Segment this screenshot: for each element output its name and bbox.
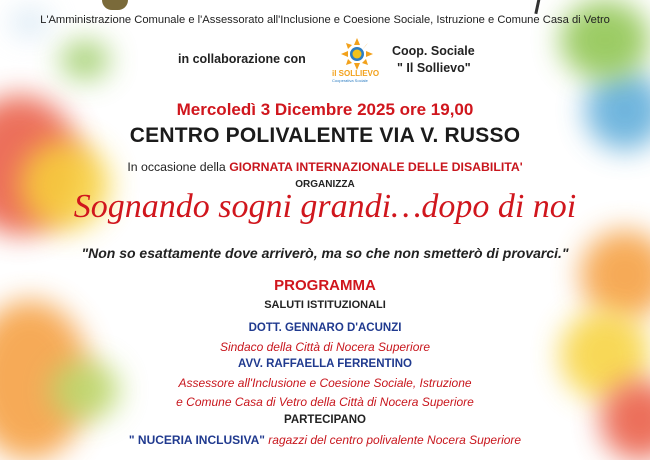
event-title: Sognando sogni grandi…dopo di noi (73, 188, 577, 225)
greetings-heading: SALUTI ISTITUZIONALI (264, 299, 386, 311)
speaker-name: DOTT. GENNARO D'ACUNZI (248, 322, 402, 334)
event-venue: CENTRO POLIVALENTE VIA V. RUSSO (129, 124, 521, 147)
participant-name: " NUCERIA INCLUSIVA" (128, 433, 265, 447)
occasion-line (0, 160, 650, 174)
speaker-role: Sindaco della Città di Nocera Superiore (219, 340, 431, 354)
organizer-line: L'Amministrazione Comunale e l'Assessorato all'Inclusione e Coesione Sociale, Istruzione e Comune Casa di Vetro (40, 14, 610, 26)
decorative-mark (534, 0, 540, 14)
speaker-role: e Comune Casa di Vetro della Città di Nocera Superiore (176, 395, 474, 409)
partner-name: " Il Sollievo" (397, 61, 471, 75)
participant-line (0, 433, 650, 447)
organizes-label: ORGANIZZA (295, 179, 355, 190)
logo-wordmark: il SOLLIEVO (332, 69, 380, 78)
participants-heading: PARTECIPANO (284, 414, 366, 426)
logo-subtitle: Cooperativa Sociale (332, 78, 368, 83)
occasion-highlight: GIORNATA INTERNAZIONALE DELLE DISABILITA' (229, 160, 523, 174)
municipal-crest-icon (102, 0, 128, 10)
collaboration-label: in collaborazione con (178, 52, 306, 66)
participant-description: ragazzi del centro polivalente Nocera Superiore (268, 433, 522, 447)
event-quote: "Non so esattamente dove arriverò, ma so che non smetterò di provarci." (81, 245, 569, 261)
speaker-name: AVV. RAFFAELLA FERRENTINO (238, 358, 412, 370)
occasion-prefix: In occasione della (127, 160, 226, 174)
program-heading: PROGRAMMA (274, 277, 376, 294)
event-date: Mercoledì 3 Dicembre 2025 ore 19,00 (176, 100, 474, 119)
partner-label: Coop. Sociale (392, 44, 475, 58)
speaker-role: Assessore all'Inclusione e Coesione Sociale, Istruzione (178, 376, 472, 390)
